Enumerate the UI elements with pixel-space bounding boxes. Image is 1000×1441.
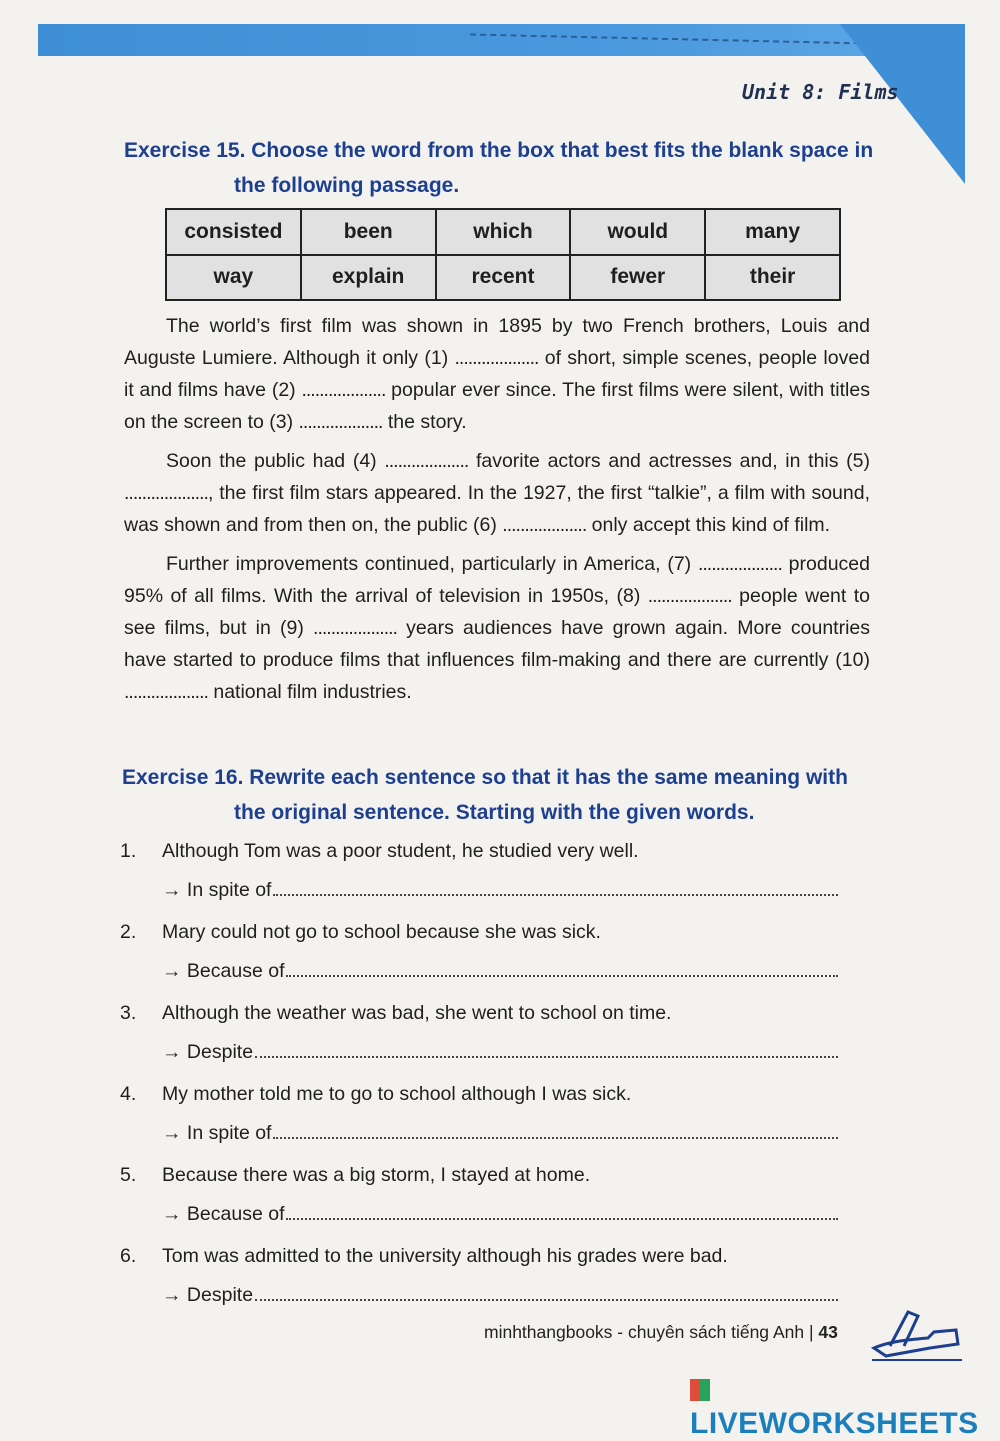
item-sentence: Mary could not go to school because she was sick. [162, 921, 601, 943]
writing-hand-icon [868, 1302, 964, 1364]
item-sentence: Although Tom was a poor student, he studied very well. [162, 840, 639, 862]
answer-lead: → Despite [162, 1284, 254, 1306]
exercise-16-heading-line2: the original sentence. Starting with the given words. [234, 801, 755, 824]
word-box-row [166, 255, 840, 301]
answer-line [162, 1040, 838, 1064]
item-number: 2. [120, 921, 137, 943]
passage-text: years audiences have grown again. More countries have started to produce films that influences film-making and there are currently (10) [124, 617, 870, 671]
list-item [120, 1241, 840, 1322]
blank-6[interactable]: ................... [502, 514, 587, 536]
answer-input[interactable] [286, 959, 838, 977]
liveworksheets-logo-icon [690, 1379, 710, 1401]
page-number: 43 [818, 1322, 838, 1342]
reading-passage [124, 310, 870, 715]
passage-text: The world’s first film was shown in 1895 by two French brothers, Louis and Auguste Lumiere. Although it only (1) [124, 315, 870, 369]
list-item [120, 836, 840, 917]
exercise-15-heading [124, 133, 894, 203]
passage-text: the story. [382, 411, 467, 433]
answer-lead: → Because of [162, 1203, 285, 1225]
list-item [120, 998, 840, 1079]
passage-text: only accept this kind of film. [586, 514, 831, 536]
item-sentence: Tom was admitted to the university although his grades were bad. [162, 1245, 728, 1267]
answer-input[interactable] [273, 1121, 838, 1139]
answer-line [162, 1283, 838, 1307]
answer-line [162, 878, 838, 902]
passage-text: Soon the public had (4) [166, 450, 385, 472]
word-box-cell: their [705, 255, 840, 301]
exercise-16-heading [122, 760, 882, 830]
word-box-cell: many [705, 209, 840, 255]
liveworksheets-brand [690, 1373, 1000, 1441]
item-number: 1. [120, 840, 137, 862]
passage-paragraph-1 [124, 310, 870, 438]
word-box-cell: been [301, 209, 436, 255]
page-footer [484, 1322, 838, 1343]
item-number: 4. [120, 1083, 137, 1105]
passage-text: produced 95% of all films. With the arrival of television in 1950s, (8) [124, 553, 870, 607]
item-sentence: My mother told me to go to school although I was sick. [162, 1083, 632, 1105]
blank-3[interactable]: ................... [298, 411, 383, 433]
blank-5[interactable]: ................... [124, 482, 208, 504]
rewrite-items-list [120, 836, 840, 1322]
answer-input[interactable] [273, 878, 838, 896]
answer-lead: → In spite of [162, 1122, 272, 1144]
list-item [120, 917, 840, 998]
word-box [165, 208, 841, 301]
blank-10[interactable]: ................... [124, 681, 208, 703]
answer-input[interactable] [255, 1040, 838, 1058]
passage-paragraph-2 [124, 445, 870, 541]
passage-text: popular ever since. The first films were silent, with titles on the screen to (3) [124, 379, 870, 433]
blank-9[interactable]: ................... [313, 617, 397, 639]
exercise-15-heading-line2: the following passage. [234, 174, 460, 197]
word-box-cell: consisted [166, 209, 301, 255]
answer-line [162, 959, 838, 983]
brand-text: LIVEWORKSHEETS [690, 1407, 979, 1440]
item-number: 3. [120, 1002, 137, 1024]
word-box-cell: way [166, 255, 301, 301]
blank-8[interactable]: ................... [647, 585, 732, 607]
passage-text: of short, simple scenes, people loved it and films have (2) [124, 347, 871, 401]
answer-lead: → Because of [162, 960, 285, 982]
answer-input[interactable] [255, 1283, 838, 1301]
item-number: 6. [120, 1245, 137, 1267]
publisher-text: minhthangbooks - chuyên sách tiếng Anh | [484, 1322, 819, 1342]
word-box-cell: which [436, 209, 571, 255]
answer-line [162, 1202, 838, 1226]
blank-2[interactable]: ................... [301, 379, 386, 401]
answer-lead: → In spite of [162, 879, 272, 901]
list-item [120, 1160, 840, 1241]
list-item [120, 1079, 840, 1160]
blank-7[interactable]: ................... [697, 553, 782, 575]
answer-line [162, 1121, 838, 1145]
passage-text: Further improvements continued, particularly in America, (7) [166, 553, 698, 575]
word-box-cell: recent [436, 255, 571, 301]
item-sentence: Although the weather was bad, she went to school on time. [162, 1002, 672, 1024]
item-sentence: Because there was a big storm, I stayed at home. [162, 1164, 591, 1186]
passage-text: favorite actors and actresses and, in this (5) [468, 450, 870, 472]
passage-text: people went to see films, but in (9) [124, 585, 871, 639]
passage-paragraph-3 [124, 548, 870, 708]
answer-input[interactable] [286, 1202, 838, 1220]
word-box-cell: would [570, 209, 705, 255]
blank-1[interactable]: ................... [454, 347, 539, 369]
item-number: 5. [120, 1164, 137, 1186]
exercise-15-heading-line1: Exercise 15. Choose the word from the box that best fits the blank space in [124, 139, 874, 162]
exercise-16-heading-line1: Exercise 16. Rewrite each sentence so that it has the same meaning with [122, 766, 848, 789]
word-box-cell: fewer [570, 255, 705, 301]
word-box-row [166, 209, 840, 255]
unit-title: Unit 8: Films [742, 80, 899, 104]
passage-text: , the first film stars appeared. In the 1927, the first “talkie”, a film with sound, was shown and from then on, the public (6) [124, 482, 870, 536]
answer-lead: → Despite [162, 1041, 254, 1063]
word-box-cell: explain [301, 255, 436, 301]
passage-text: national film industries. [207, 681, 412, 703]
blank-4[interactable]: ................... [384, 450, 469, 472]
